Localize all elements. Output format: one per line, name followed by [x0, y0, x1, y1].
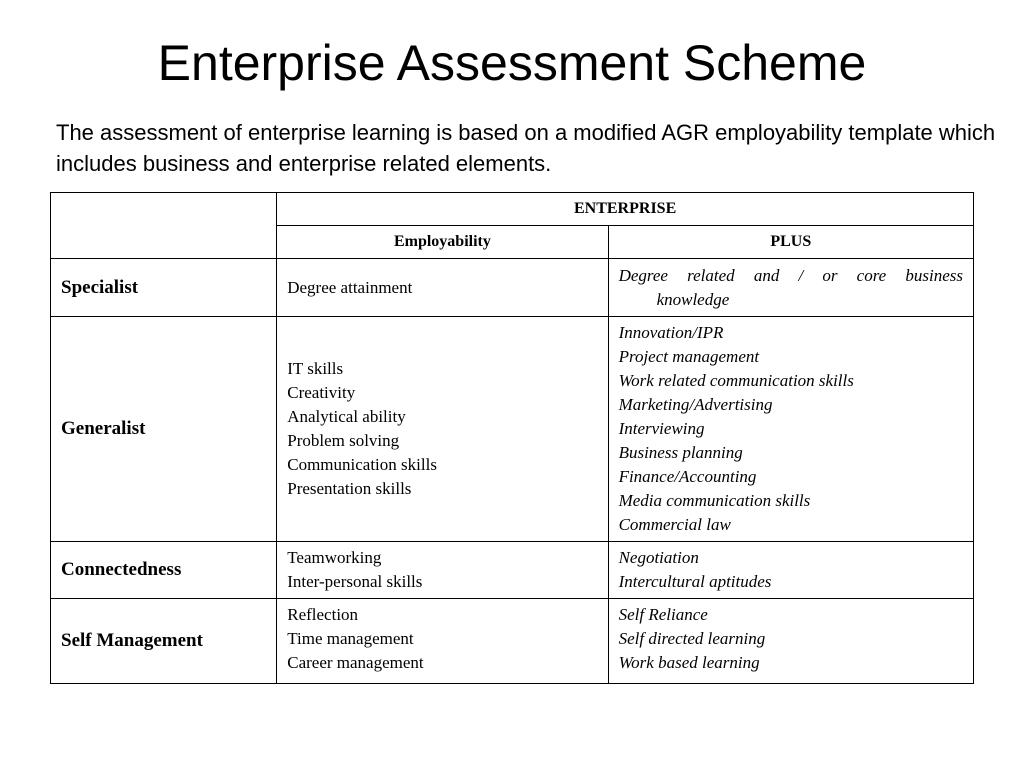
- enterprise-header: ENTERPRISE: [277, 193, 974, 226]
- list-item: Interviewing: [618, 419, 705, 438]
- list-item: Problem solving: [287, 431, 400, 450]
- list-item: IT skills: [287, 359, 344, 378]
- employability-cell: [277, 317, 608, 542]
- assessment-table: [50, 192, 974, 684]
- list-item: Communication skills: [287, 455, 437, 474]
- plus-cell: [608, 317, 973, 542]
- row-label-specialist: Specialist: [51, 259, 277, 317]
- employability-cell: [277, 542, 608, 599]
- list-item: Teamworking: [287, 548, 382, 567]
- intro-paragraph: The assessment of enterprise learning is based on a modified AGR employability template which includes business and enterprise related elements.: [56, 120, 996, 176]
- list-item: Reflection: [287, 605, 359, 624]
- list-item: Negotiation: [618, 548, 699, 567]
- row-label-generalist: Generalist: [51, 317, 277, 542]
- table-row: [51, 317, 974, 542]
- table-header-row: [51, 193, 974, 226]
- list-item: Analytical ability: [287, 407, 406, 426]
- list-item: Commercial law: [618, 515, 731, 534]
- list-item: Business planning: [618, 443, 743, 462]
- list-item: Innovation/IPR: [618, 323, 724, 342]
- list-item: Self directed learning: [618, 629, 766, 648]
- list-item: Media communication skills: [618, 491, 811, 510]
- employability-cell: [277, 599, 608, 684]
- list-item: Creativity: [287, 383, 356, 402]
- list-item: Self Reliance: [618, 605, 708, 624]
- list-item: Work based learning: [618, 653, 760, 672]
- table-row: [51, 599, 974, 684]
- plus-cell: [608, 259, 973, 317]
- list-item: Marketing/Advertising: [618, 395, 773, 414]
- list-item: Project management: [618, 347, 760, 366]
- list-item: Career management: [287, 653, 424, 672]
- list-item: Degree related and / or core business: [618, 265, 963, 285]
- employability-header: Employability: [277, 226, 608, 259]
- empty-corner-cell: [51, 193, 277, 259]
- plus-header: PLUS: [608, 226, 973, 259]
- list-item: Presentation skills: [287, 479, 412, 498]
- table-row: [51, 542, 974, 599]
- list-item: knowledge: [656, 289, 730, 309]
- page-title: Enterprise Assessment Scheme: [157, 35, 867, 91]
- row-label-connectedness: Connectedness: [51, 542, 277, 599]
- list-item: Degree attainment: [287, 277, 413, 297]
- list-item: Finance/Accounting: [618, 467, 757, 486]
- list-item: Work related communication skills: [618, 371, 854, 390]
- list-item: Intercultural aptitudes: [618, 572, 772, 591]
- row-label-self-management: Self Management: [51, 599, 277, 684]
- table-row: [51, 259, 974, 317]
- list-item: Time management: [287, 629, 414, 648]
- plus-cell: [608, 542, 973, 599]
- plus-cell: [608, 599, 973, 684]
- list-item: Inter-personal skills: [287, 572, 423, 591]
- employability-cell: [277, 259, 608, 317]
